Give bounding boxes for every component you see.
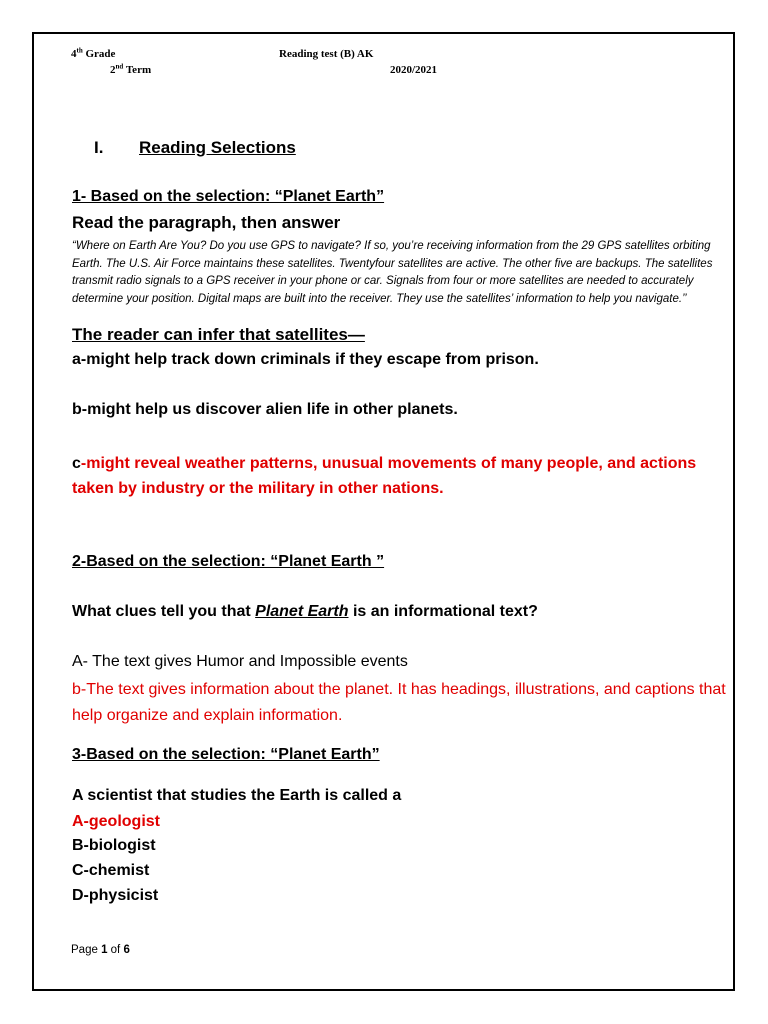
q1-instruction: Read the paragraph, then answer [72, 213, 341, 232]
q1-option-b: b-might help us discover alien life in other planets. [72, 401, 458, 418]
test-title: Reading test (B) AK [279, 48, 374, 60]
page-number: Page 1 of 6 [71, 944, 130, 956]
q2-question-title: Planet Earth [255, 603, 349, 620]
q2-option-b-answer: b-The text gives information about the planet. It has headings, illustrations, and captions that help organize and explain information. [72, 681, 726, 724]
q1-option-c-answer: -might reveal weather patterns, unusual movements of many people, and actions taken by industry or the military in other nations. [72, 455, 697, 497]
q1-option-c [72, 451, 722, 501]
grade-label: 4th Grade [71, 46, 116, 60]
school-year: 2020/2021 [390, 64, 438, 76]
section-roman: I. [94, 138, 104, 157]
q1-option-c-letter: c [72, 455, 81, 472]
section-title: Reading Selections [139, 138, 296, 157]
q1-paragraph: “Where on Earth Are You? Do you use GPS to navigate? If so, you’re receiving information from the 29 GPS satellites orbiting Earth. The U.S. Air Force maintains these satellites. Twentyfour satellites are active. The other five are backups. The satellites transmit radio signals to a GPS receiver in your phone or car. Signals from four or more satellites are needed to accurately determine your position. Digital maps are built into the receiver. They use the satellites’ information to help you navigate.’’ [72, 240, 713, 305]
q2-heading: 2-Based on the selection: “Planet Earth ” [72, 553, 385, 570]
q1-heading: 1- Based on the selection: “Planet Earth” [72, 188, 385, 205]
q3-heading: 3-Based on the selection: “Planet Earth” [72, 746, 380, 763]
term-label: 2nd Term [110, 62, 152, 76]
q3-option-d: D-physicist [72, 887, 159, 904]
q1-option-a: a-might help track down criminals if they escape from prison. [72, 351, 539, 368]
q3-option-b: B-biologist [72, 837, 156, 854]
q1-prompt: The reader can infer that satellites— [72, 325, 365, 344]
q3-option-c: C-chemist [72, 862, 150, 879]
q2-question: What clues tell you that Planet Earth is an informational text? [72, 603, 538, 620]
q3-question: A scientist that studies the Earth is called a [72, 787, 402, 804]
q3-option-a-answer: A-geologist [72, 813, 160, 830]
q2-option-a: A- The text gives Humor and Impossible events [72, 653, 408, 670]
